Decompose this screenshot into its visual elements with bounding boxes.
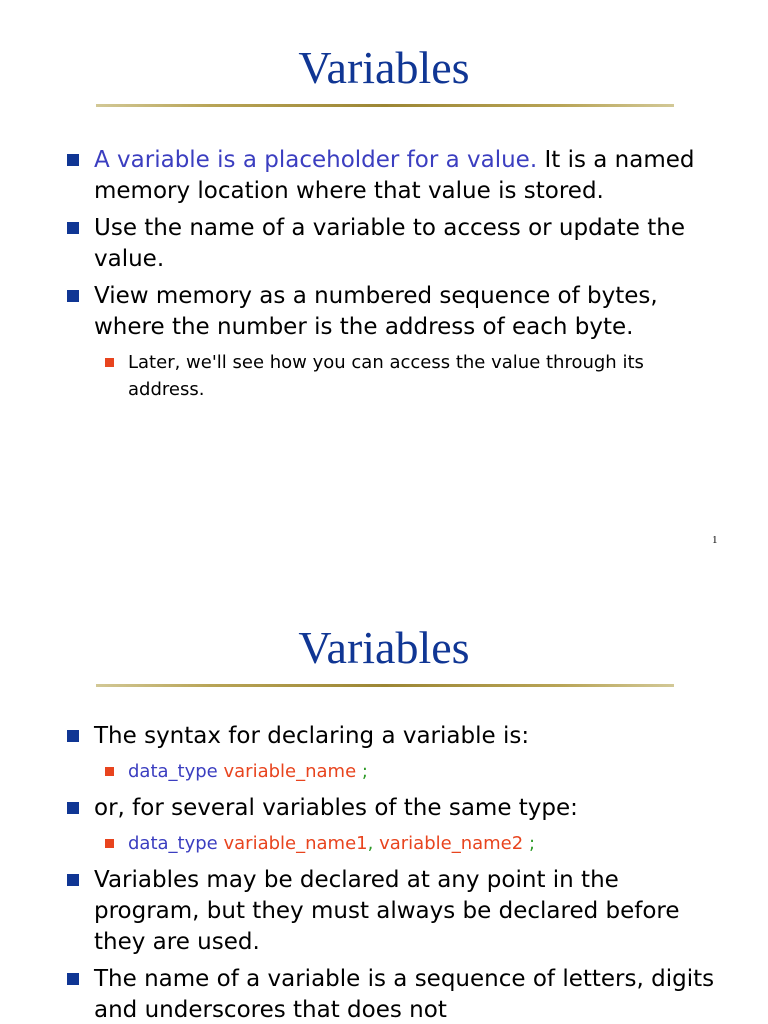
syntax-name-2: variable_name2	[379, 833, 524, 854]
syntax-name-1: variable_name1	[223, 833, 368, 854]
square-bullet-icon	[67, 973, 79, 985]
bullet-item	[0, 793, 768, 824]
bullet-text: View memory as a numbered sequence of bytes, where the number is the address of each byte.	[94, 283, 658, 340]
bullet-list	[0, 145, 768, 411]
bullet-item	[0, 281, 768, 343]
syntax-semicolon: ;	[361, 761, 368, 782]
sub-bullet-text: Later, we'll see how you can access the value through its address.	[128, 352, 644, 400]
syntax-type: data_type	[128, 833, 218, 854]
sub-bullet-item	[0, 758, 768, 785]
bullet-text: or, for several variables of the same type:	[94, 795, 578, 821]
bullet-text: The syntax for declaring a variable is:	[94, 723, 530, 749]
slide-title: Variables	[298, 42, 470, 93]
syntax-semicolon: ;	[528, 833, 536, 854]
square-sub-bullet-icon	[105, 767, 114, 776]
square-bullet-icon	[67, 730, 79, 742]
bullet-text: It is a named memory location where that value is stored.	[94, 147, 695, 204]
sub-bullet-item	[0, 830, 768, 857]
square-sub-bullet-icon	[105, 358, 114, 367]
bullet-item	[0, 865, 768, 958]
square-bullet-icon	[67, 154, 79, 166]
bullet-item	[0, 145, 768, 207]
bullet-text: Use the name of a variable to access or update the value.	[94, 215, 686, 272]
square-bullet-icon	[67, 222, 79, 234]
syntax-name: variable_name	[223, 761, 357, 782]
highlight-text: A variable is a placeholder for a value.	[94, 147, 538, 173]
bullet-item	[0, 721, 768, 752]
square-bullet-icon	[67, 802, 79, 814]
bullet-list	[0, 721, 768, 1024]
syntax-type: data_type	[128, 761, 218, 782]
title-divider	[96, 104, 674, 107]
bullet-text: The name of a variable is a sequence of letters, digits and underscores that does not	[94, 966, 715, 1023]
bullet-item	[0, 964, 768, 1024]
bullet-text: Variables may be declared at any point in the program, but they must always be declared before they are used.	[94, 867, 680, 955]
square-bullet-icon	[67, 874, 79, 886]
page-number: 1	[712, 534, 718, 546]
syntax-comma: ,	[367, 833, 374, 854]
title-divider	[96, 684, 674, 687]
slide-2	[0, 580, 768, 1024]
slide-title: Variables	[298, 622, 470, 673]
square-sub-bullet-icon	[105, 839, 114, 848]
bullet-item	[0, 213, 768, 275]
sub-bullet-item	[0, 349, 768, 403]
square-bullet-icon	[67, 290, 79, 302]
